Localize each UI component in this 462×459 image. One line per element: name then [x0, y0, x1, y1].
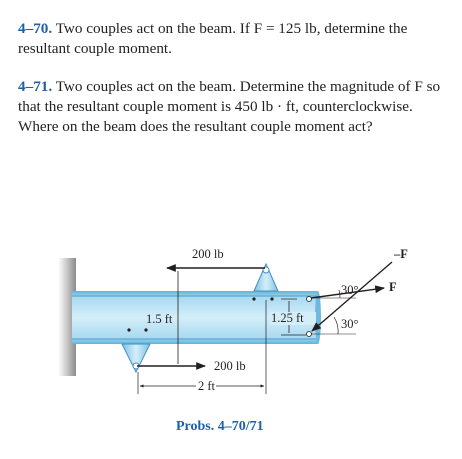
- bolt-icon: [270, 297, 273, 300]
- pin-icon: [307, 332, 312, 337]
- bolt-icon: [252, 297, 255, 300]
- force-label-f: F: [389, 280, 397, 294]
- angle-label-upper: 30°: [341, 283, 359, 297]
- angle-label-lower: 30°: [341, 317, 359, 331]
- force-label-bottom: 200 lb: [214, 359, 246, 373]
- problem-text: Two couples act on the beam. Determine the magnitude of F so that the resultant couple moment is 450 lb · ft, counterclockwise. Where on the beam does the resultant couple moment act?: [18, 78, 441, 135]
- dimension-label-left: 1.5 ft: [146, 312, 173, 326]
- pin-icon: [307, 297, 312, 302]
- problem-number: 4–71.: [18, 78, 53, 95]
- bolt-icon: [127, 328, 130, 331]
- force-label-top: 200 lb: [192, 247, 224, 261]
- bolt-icon: [144, 328, 147, 331]
- dimension-label-horizontal: 2 ft: [198, 379, 216, 393]
- dimension-label-right: 1.25 ft: [271, 311, 304, 325]
- problem-number: 4–70.: [18, 20, 53, 37]
- figure-caption: Probs. 4–70/71: [176, 419, 264, 434]
- problem-text: Two couples act on the beam. If F = 125 lb, determine the resultant couple moment.: [18, 20, 408, 57]
- angle-arc: [334, 317, 338, 334]
- force-label-neg-f: –F: [394, 247, 408, 261]
